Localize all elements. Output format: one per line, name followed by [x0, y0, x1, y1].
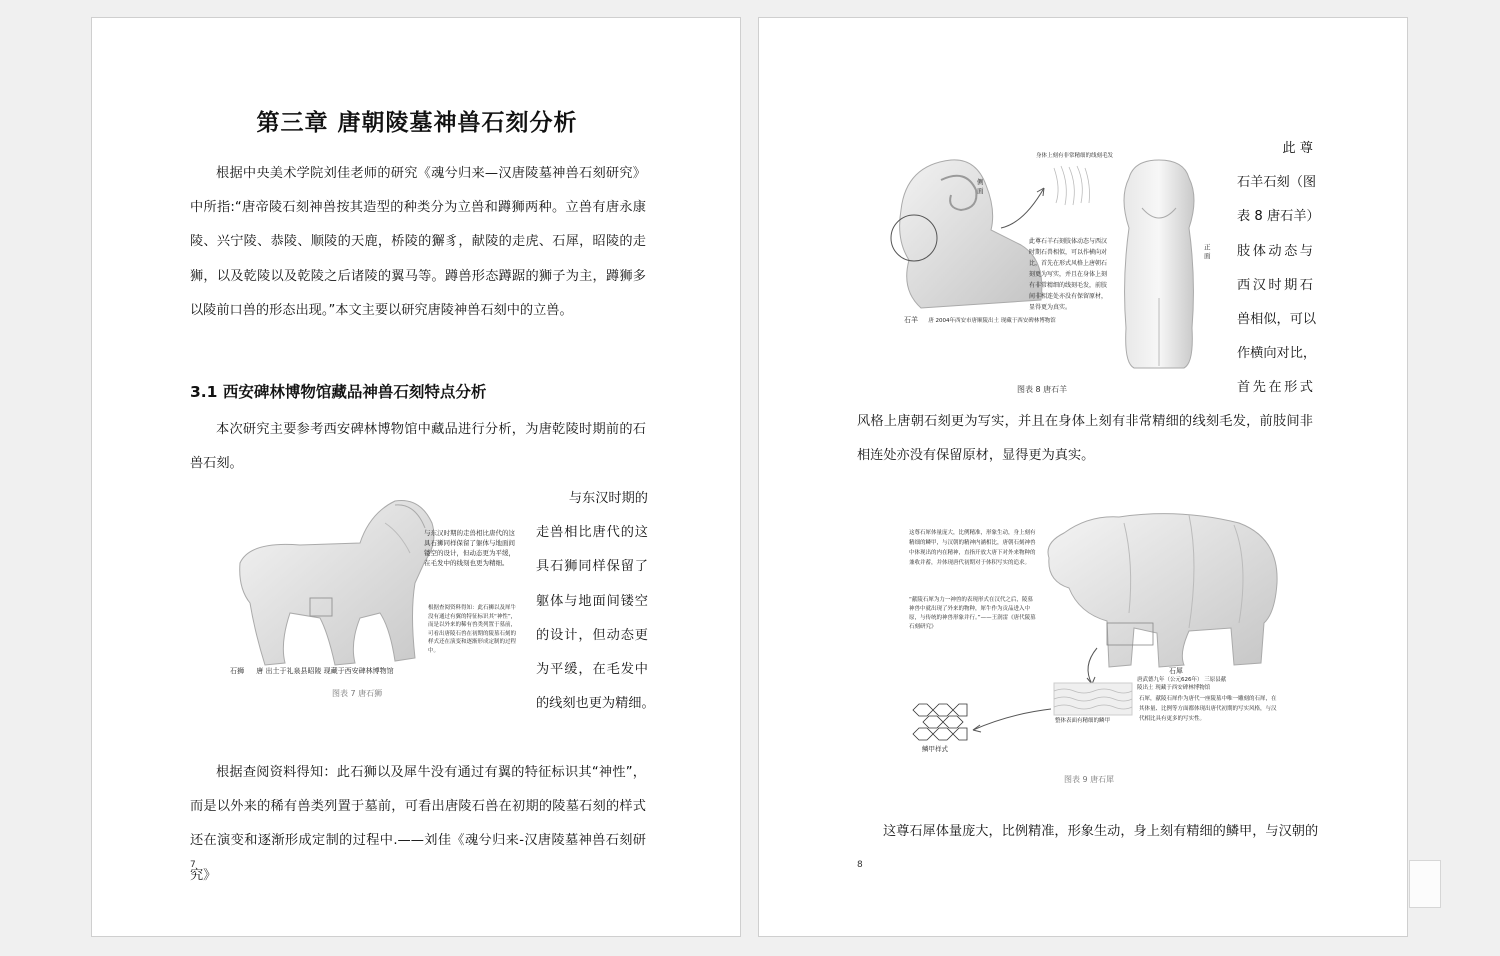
figure7-note-1: 与东汉时期的走兽相比唐代的这具石狮同样保留了躯体与地面间镂空的设计，但动态更为平缓，在毛发中的线刻也更为精细。: [424, 529, 515, 567]
figure9-note-1: 这尊石犀体量庞大，比例精准，形象生动，身上刻有精细的鳞甲，与汉朝的精神内涵相比，唐朝石刻神兽中体现出的内在精神，直指开放大唐下对外来物种的兼收并蓄，并体现唐代初期对于体积写实的追求。: [909, 530, 1036, 566]
page-8: [758, 17, 1408, 937]
figure9-caption: 图表 9 唐石犀: [1064, 775, 1115, 784]
side-text-line: 石羊石刻（图: [1237, 175, 1317, 191]
figure8-source: 唐 2004年西安市唐顺陵出土 现藏于西安碑林博物馆: [928, 318, 1056, 324]
figure8-label: 石羊: [904, 316, 918, 324]
watermark-seal: [1409, 860, 1441, 908]
figure7-note-2: 根据查阅资料得知：此石狮以及犀牛没有通过有翼的特征标识其“神性”，而是以外来的稀有兽类列置于墓前，可看出唐陵石兽在初期的陵墓石刻的样式还在演变和逐渐形成定制的过程中。: [428, 605, 517, 654]
side-text-line: 首先在形式: [1237, 380, 1313, 396]
figure7-label: 石狮: [230, 667, 244, 675]
rhino-detail-arrow: [1077, 646, 1107, 686]
continued-paragraph: 风格上唐朝石刻更为写实，并且在身体上刻有非常精细的线刻毛发，前肢间非相连处亦没有保留原材，显得更为真实。: [857, 414, 1313, 464]
figure9-source: 唐武德九年（公元626年） 三原县献陵出土 现藏于西安碑林博物馆: [1137, 677, 1227, 691]
figure8-front-label: 正面: [1204, 243, 1211, 260]
pattern-arrow: [969, 706, 1054, 736]
stone-ram-side-figure: [881, 150, 1051, 320]
figure8-side-label: 侧面: [977, 178, 984, 195]
figure8-side-text: [1237, 132, 1320, 406]
figure9-detail-label: 整体表面有精细的鳞甲: [1055, 718, 1111, 724]
side-text-line: 作横向对比，: [1237, 346, 1317, 362]
scale-detail-sketch: [1054, 683, 1132, 715]
stone-ram-front-figure: [1114, 158, 1204, 373]
side-text-line: 为平缓，在毛发中: [536, 661, 648, 677]
page-number: 7: [190, 860, 196, 870]
stone-lion-figure: [210, 493, 450, 683]
side-text-line: 表 8 唐石羊）: [1237, 209, 1320, 225]
page-7: [91, 17, 741, 937]
side-text-line: 的线刻也更为精细。: [536, 696, 655, 712]
figure8-note: 此尊石羊石刻肢体动态与西汉时期石兽相似，可以作横向对比，首先在形式风格上唐朝石刻更为写实，并且在身体上刻有非常精细的线刻毛发，前肢间非相连处亦没有保留原材，显得更为真实。: [1029, 238, 1108, 311]
figure9-label: 石犀: [1169, 667, 1183, 675]
intro-paragraph: 根据中央美术学院刘佳老师的研究《魂兮归来—汉唐陵墓神兽石刻研究》中所指:“唐帝陵石刻神兽按其造型的种类分为立兽和蹲狮两种。立兽有唐永康陵、兴宁陵、恭陵、顺陵的天鹿，桥陵的獬豸，献陵的走虎、石犀，昭陵的走狮，以及乾陵以及乾陵之后诸陵的翼马等。蹲兽形态蹲踞的狮子为主，蹲狮多以陵前口兽的形态出现。”本文主要以研究唐陵神兽石刻中的立兽。: [190, 166, 646, 318]
figure8-detail-title: 身体上刻有非常精细的线刻毛发: [1036, 153, 1114, 159]
side-text-line: 走兽相比唐代的这: [536, 525, 648, 541]
final-paragraph: 根据查阅资料得知：此石狮以及犀牛没有通过有翼的特征标识其“神性”，而是以外来的稀有兽类列置于墓前，可看出唐陵石兽在初期的陵墓石刻的样式还在演变和逐渐形成定制的过程中.——刘佳《魂兮归来-汉唐陵墓神兽石刻研究》: [190, 765, 646, 883]
side-text-line: 具石狮同样保留了: [536, 559, 648, 575]
figure9-note-3: 石犀，献陵石犀作为唐代一座陵墓中唯一雕刻的石犀，在其体量、比例等方面都体现出唐代初期的写实风格，与汉代相比具有更多的写实性。: [1139, 696, 1277, 722]
side-text-line: 的设计，但动态更: [536, 627, 648, 643]
section-title: 3.1 西安碑林博物馆藏品神兽石刻特点分析: [190, 383, 487, 401]
stone-rhino-figure: [1039, 503, 1284, 673]
section-paragraph: 本次研究主要参考西安碑林博物馆中藏品进行分析，为唐乾陵时期前的石兽石刻。: [190, 422, 646, 472]
detail-arrow: [999, 183, 1049, 233]
side-text-line: 此 尊: [1282, 141, 1313, 156]
bottom-paragraph: 这尊石犀体量庞大，比例精准，形象生动，身上刻有精细的鳞甲，与汉朝的: [883, 824, 1319, 839]
side-text-line: 躯体与地面间镂空: [536, 593, 648, 609]
side-text-line: 西汉时期石: [1237, 277, 1313, 293]
page-number: 8: [857, 860, 863, 870]
figure7-caption: 图表 7 唐石狮: [332, 689, 383, 698]
chapter-title: 第三章 唐朝陵墓神兽石刻分析: [256, 110, 578, 136]
side-text-line: 肢体动态与: [1237, 243, 1313, 259]
side-text-line: 与东汉时期的: [568, 491, 648, 506]
fur-detail-sketch: [1051, 163, 1096, 208]
side-text-line: 兽相似，可以: [1237, 311, 1317, 327]
figure9-pattern-label: 鳞甲样式: [922, 745, 948, 753]
figure7-source: 唐 出土于礼泉县昭陵 现藏于西安碑林博物馆: [256, 667, 394, 675]
scale-pattern-sketch: [911, 702, 969, 744]
figure7-side-text: [536, 482, 655, 721]
figure8-caption: 图表 8 唐石羊: [1017, 385, 1068, 394]
figure9-note-2: “献陵石犀为力一神兽的表现形式在汉代之后，陵墓神兽中就出现了外来的物种，犀牛作为贡品进入中原，与传统的神兽形象并行。”——王润雷《唐代陵墓石刻研究》: [909, 597, 1036, 630]
